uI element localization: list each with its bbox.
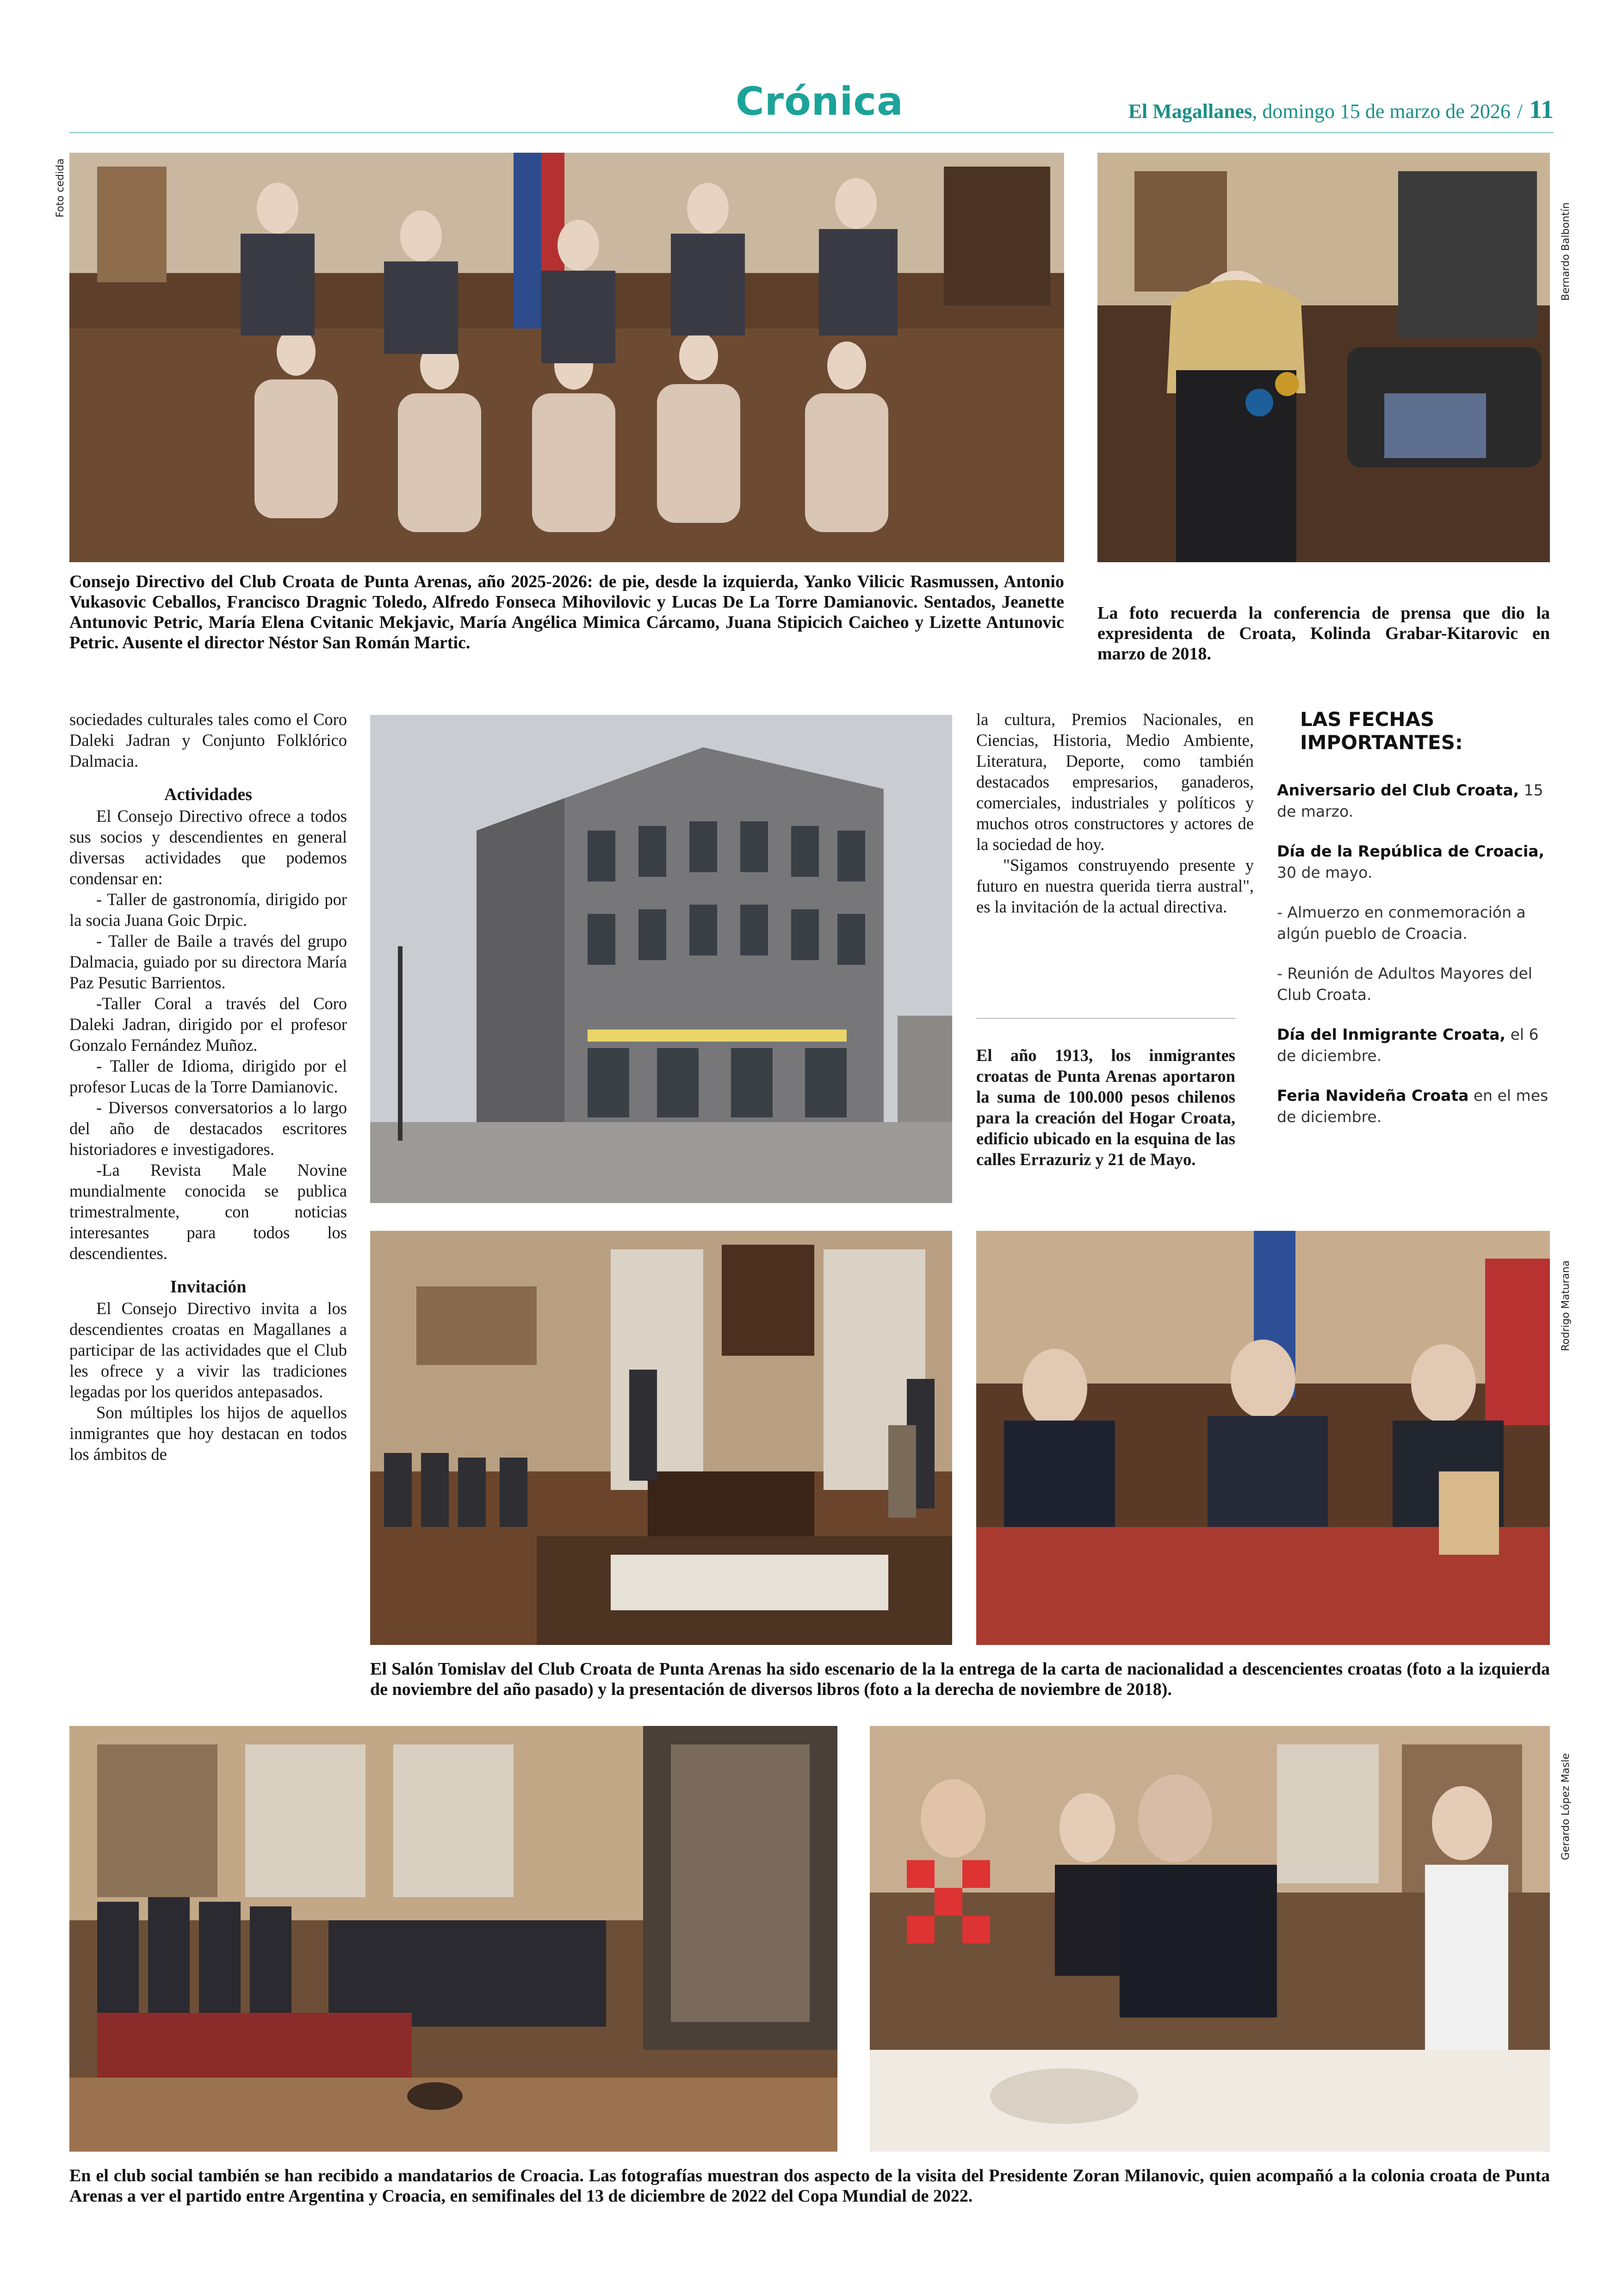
date-detail: el 6 de diciembre.: [1277, 1025, 1539, 1065]
date-detail: - Reunión de Adultos Mayores del Club Croata.: [1277, 964, 1532, 1004]
highlight-box: [976, 1045, 1235, 1170]
invitation-heading: Invitación: [170, 1277, 247, 1297]
date-item: [1277, 963, 1555, 1005]
president-signing-photo: [870, 1726, 1550, 2152]
date-item: [1277, 1024, 1555, 1067]
activities-intro: El Consejo Directivo ofrece a todos sus socios y descendientes en general diversas actividades que podemos condensar en:: [69, 807, 347, 888]
date-name: Aniversario del Club Croata,: [1277, 781, 1519, 799]
press-photo: [1097, 153, 1550, 562]
date-item: [1277, 1085, 1555, 1128]
article-column-1: [69, 709, 347, 1464]
board-photo-caption: Consejo Directivo del Club Croata de Punta Arenas, año 2025-2026: de pie, desde la izquierda, Yanko Vilicic Rasmussen, Antonio Vukasovic Ceballos, Francisco Dragnic Toledo, Alfredo Fonseca Mihovilovic y Lucas De La Torre Damianovic. Sentados, Jeanette Antunovic Petric, María Elena Cvitanic Mekjavic, María Angélica Mimica Cárcamo, Juana Stipicich Caicheo y Lizette Antunovic Petric. Ausente el director Néstor San Román Martic.: [69, 572, 1064, 652]
building-photo: [370, 715, 952, 1203]
date-name: Día de la República de Croacia,: [1277, 842, 1545, 860]
invitation-paragraph: El Consejo Directivo invita a los descendientes croatas en Magallanes a participar de las actividades que el Club les ofrece y a vivir las tradiciones legadas por los queridos antepasados.: [69, 1299, 347, 1401]
activity-item: - Taller de Baile a través del grupo Dalmacia, guiado por su directora María Paz Pesutic Barrientos.: [69, 931, 347, 992]
date-detail: en el mes de diciembre.: [1277, 1086, 1549, 1126]
salon-ceremony-photo: [370, 1231, 952, 1645]
president-match-photo: [69, 1726, 837, 2152]
important-dates-list: [1277, 780, 1555, 1146]
column-divider: [976, 1018, 1235, 1019]
activity-item: - Diversos conversatorios a lo largo del año de destacados escritores historiadores e investigadores.: [69, 1098, 347, 1159]
article-continuation: la cultura, Premios Nacionales, en Ciencias, Historia, Medio Ambiente, Literatura, Deporte, como también destacados empresarios, ganaderos, comerciales, industriales y políticos y muchos otros constructores y actores de la sociedad de hoy.: [976, 710, 1254, 854]
highlight-text: El año 1913, los inmigrantes croatas de Punta Arenas aportaron la suma de 100.000 pesos chilenos para la creación del Hogar Croata, edificio ubicado en la esquina de las calles Errazuriz y 21 de Mayo.: [976, 1046, 1235, 1169]
masthead: El Magallanes, domingo 15 de marzo de 2026 / 11: [1128, 95, 1554, 124]
board-photo: [69, 153, 1064, 562]
president-photos-caption: En el club social también se han recibido a mandatarios de Croacia. Las fotografías muestran dos aspecto de la visita del Presidente Zoran Milanovic, quien acompañó a la colonia croata de Punta Arenas a ver el partido entre Argentina y Croacia, en semifinales del 13 de diciembre de 2022 del Copa Mundial de 2022.: [69, 2166, 1550, 2206]
salon-photos-caption: El Salón Tomislav del Club Croata de Punta Arenas ha sido escenario de la la entrega de la carta de nacionalidad a descencientes croatas (foto a la izquierda de noviembre del año pasado) y la presentación de diversos libros (foto a la derecha de noviembre de 2018).: [370, 1659, 1550, 1699]
activity-item: -Taller Coral a través del Coro Daleki Jadran, dirigido por el profesor Gonzalo Fernández Muñoz.: [69, 994, 347, 1055]
issue-date: domingo 15 de marzo de 2026: [1262, 100, 1511, 123]
page-number: 11: [1529, 95, 1554, 124]
date-item: [1277, 902, 1555, 944]
masthead-separator: /: [1517, 100, 1523, 123]
header-rule: [69, 132, 1554, 133]
president-photo-credit: Gerardo López Masle: [1560, 1753, 1572, 1860]
date-detail: - Almuerzo en conmemoración a algún pueblo de Croacia.: [1277, 903, 1526, 943]
press-photo-credit: Bernardo Balbontín: [1560, 202, 1572, 301]
dates-title-line-2: IMPORTANTES:: [1300, 731, 1463, 754]
salon-photo-credit: Rodrigo Maturana: [1560, 1260, 1572, 1351]
directive-quote: "Sigamos construyendo presente y futuro en nuestra querida tierra austral", es la invitación de la actual directiva.: [976, 856, 1254, 916]
activity-item: -La Revista Male Novine mundialmente conocida se publica trimestralmente, con noticias interesantes para todos los descendientes.: [69, 1160, 347, 1263]
date-name: Feria Navideña Croata: [1277, 1086, 1469, 1105]
activities-heading: Actividades: [164, 785, 252, 804]
date-name: Día del Inmigrante Croata,: [1277, 1025, 1506, 1043]
invitation-paragraph-2: Son múltiples los hijos de aquellos inmigrantes que hoy destacan en todos los ámbitos de: [69, 1403, 347, 1464]
dates-title-line-1: LAS FECHAS: [1300, 708, 1435, 731]
article-intro: sociedades culturales tales como el Coro Daleki Jadran y Conjunto Folklórico Dalmacia.: [69, 710, 347, 770]
activity-item: - Taller de gastronomía, dirigido por la socia Juana Goic Drpic.: [69, 890, 347, 930]
activity-item: - Taller de Idioma, dirigido por el profesor Lucas de la Torre Damianovic.: [69, 1056, 347, 1096]
article-column-3: [976, 709, 1254, 917]
book-presentation-photo: [976, 1231, 1550, 1645]
board-photo-credit: Foto cedida: [55, 158, 66, 217]
date-item: [1277, 780, 1555, 822]
date-detail: 30 de mayo.: [1277, 863, 1373, 881]
date-item: [1277, 841, 1555, 883]
dates-box-title: [1300, 708, 1463, 754]
paper-name: El Magallanes: [1128, 100, 1252, 123]
press-photo-caption: La foto recuerda la conferencia de prensa que dio la expresidenta de Croata, Kolinda Grabar-Kitarovic en marzo de 2018.: [1097, 603, 1550, 664]
section-title: Crónica: [736, 79, 904, 124]
date-detail: 15 de marzo.: [1277, 781, 1543, 820]
